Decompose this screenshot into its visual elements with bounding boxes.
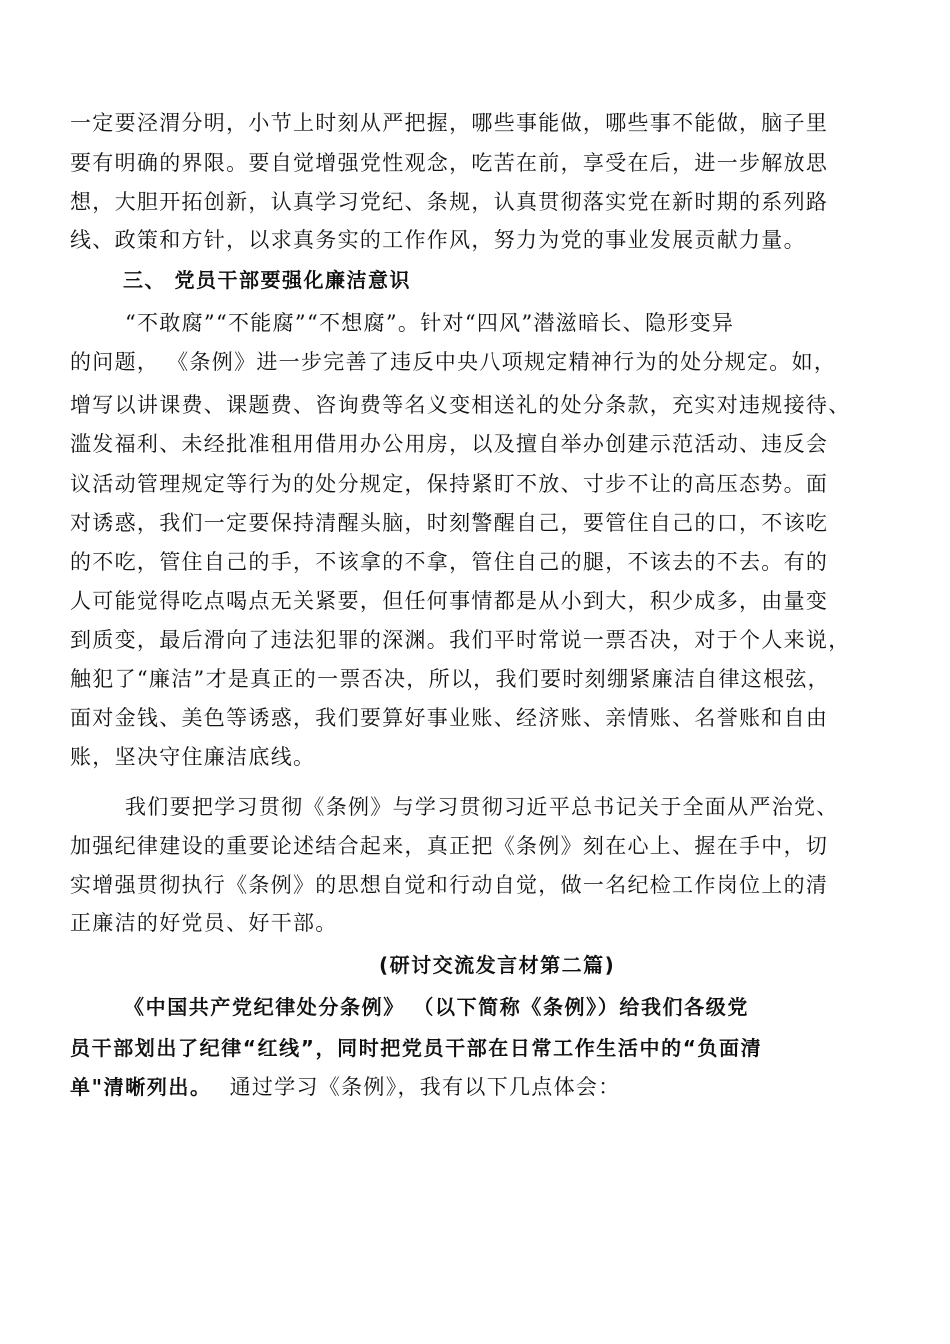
- part2-title: (研讨交流发言材第二篇): [379, 953, 616, 977]
- para2-line-6: 对诱惑，我们一定要保持清醒头脑，时刻警醒自己，要管住自己的口，不该吃: [70, 511, 829, 535]
- intro-line-1: 《中国共产党纪律处分条例》 （以下简称《条例》）给我们各级党: [124, 995, 749, 1019]
- section-heading-3: 三、 党员干部要强化廉洁意识: [123, 268, 411, 292]
- para3-line-3: 实增强贯彻执行《条例》的思想自觉和行动自觉，做一名纪检工作岗位上的清: [70, 873, 829, 897]
- para2-line-9: 到质变，最后滑向了违法犯罪的深渊。我们平时常说一票否决，对于个人来说，: [70, 628, 851, 652]
- para1-line-4: 线、政策和方针，以求真务实的工作作风，努力为党的事业发展贡献力量。: [70, 228, 806, 252]
- para2-line-10: 触犯了“廉洁”才是真正的一票否决，所以，我们要时刻绷紧廉洁自律这根弦，: [70, 667, 830, 691]
- para2-line-11: 面对金钱、美色等诱惑，我们要算好事业账、经济账、亲情账、名誉账和自由: [70, 706, 829, 730]
- intro-line-3: [70, 1075, 621, 1099]
- para2-line-3: 增写以讲课费、课题费、咨询费等名义变相送礼的处分条款，充实对违规接待、: [70, 393, 851, 417]
- intro-line-2: 员干部划出了纪律“红线”，同时把党员干部在日常工作生活中的“负面清: [70, 1036, 763, 1060]
- para2-line-7: 的不吃，管住自己的手，不该拿的不拿，管住自己的腿，不该去的不去。有的: [70, 550, 829, 574]
- para1-line-1: 一定要泾渭分明，小节上时刻从严把握，哪些事能做，哪些事不能做，脑子里: [70, 111, 829, 135]
- para3-line-2: 加强纪律建设的重要论述结合起来，真正把《条例》刻在心上、握在手中，切: [70, 834, 829, 858]
- para1-line-3: 想，大胆开拓创新，认真学习党纪、条规，认真贯彻落实党在新时期的系列路: [70, 190, 829, 214]
- para2-line-2: 的问题， 《条例》进一步完善了违反中央八项规定精神行为的处分规定。如，: [70, 350, 837, 374]
- para3-line-1: 我们要把学习贯彻《条例》与学习贯彻习近平总书记关于全面从严治党、: [125, 795, 839, 819]
- para2-line-1: “不敢腐”“不能腐”“不想腐”。针对“四风”潜滋暗长、隐形变异: [125, 311, 735, 335]
- para2-line-8: 人可能觉得吃点喝点无关紧要，但任何事情都是从小到大，积少成多，由量变: [70, 589, 829, 613]
- para2-line-4: 滥发福利、未经批准租用借用办公用房，以及擅自举办创建示范活动、违反会: [70, 432, 829, 456]
- intro-line-3-tail: 通过学习《条例》，我有以下几点体会：: [229, 1075, 621, 1099]
- para1-line-2: 要有明确的界限。要自觉增强党性观念，吃苦在前，享受在后，进一步解放思: [70, 151, 829, 175]
- para2-line-5: 议活动管理规定等行为的处分规定，保持紧盯不放、寸步不让的高压态势。面: [70, 472, 829, 496]
- para3-line-4: 正廉洁的好党员、好干部。: [70, 911, 338, 935]
- intro-line-3-bold: 单"清晰列出。: [70, 1075, 212, 1099]
- para2-line-12: 账，坚决守住廉洁底线。: [70, 745, 316, 769]
